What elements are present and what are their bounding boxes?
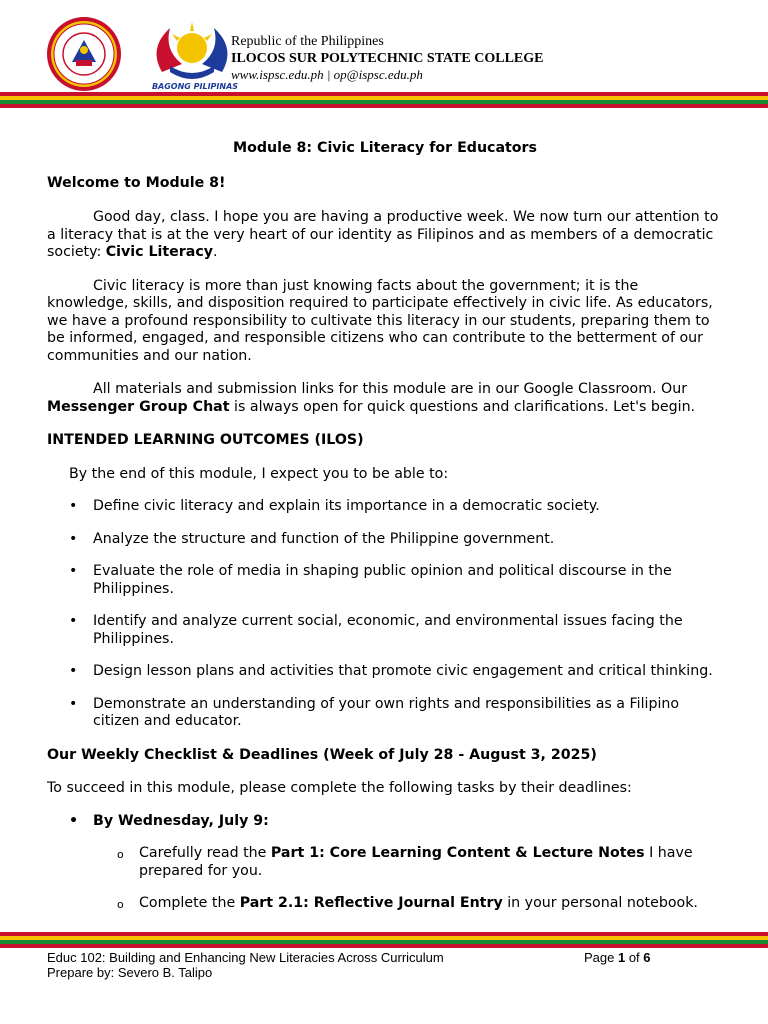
- bagong-pilipinas-text: BAGONG PILIPINAS: [151, 82, 239, 91]
- list-item: [47, 531, 723, 549]
- bullet-icon: •: [69, 695, 78, 712]
- circle-bullet-icon: o: [117, 848, 124, 861]
- ilo-text: Define civic literacy and explain its importance in a democratic society.: [93, 498, 600, 514]
- circle-bullet-icon: o: [117, 898, 124, 911]
- bullet-icon: •: [69, 530, 78, 547]
- paragraph-1: [47, 209, 723, 262]
- footer-course: Educ 102: Building and Enhancing New Literacies Across Curriculum: [47, 950, 444, 965]
- list-item: [47, 895, 723, 913]
- task-list: [47, 845, 723, 913]
- deadline-label: By Wednesday, July 9:: [93, 812, 269, 829]
- ilo-heading: INTENDED LEARNING OUTCOMES (ILOS): [47, 432, 364, 448]
- list-item: [47, 498, 723, 516]
- task-text: Complete the: [139, 895, 240, 911]
- bullet-icon: •: [69, 498, 78, 514]
- paragraph-2: Civic literacy is more than just knowing facts about the government; it is the knowledge, skills, and disposition required to participate effectively in civic life. As educators, we have a profound responsibility to cultivate this literacy in our students, preparing them to be informed, engaged, and responsible citizens who can contribute to the betterment of our communities and our nation.: [47, 277, 713, 364]
- ilo-list: [47, 498, 723, 731]
- task-bold: Part 2.1: Reflective Journal Entry: [239, 895, 503, 911]
- welcome-heading: Welcome to Module 8!: [47, 174, 226, 191]
- header-stripes: [0, 92, 768, 108]
- ilo-text: Evaluate the role of media in shaping public opinion and political discourse in the Philippines.: [93, 563, 672, 597]
- paragraph-1-end: .: [213, 244, 218, 260]
- college-seal-logo: [46, 16, 122, 92]
- footer-prepared-by: Prepare by: Severo B. Talipo: [47, 965, 213, 980]
- task-bold: Part 1: Core Learning Content & Lecture Notes: [270, 845, 645, 861]
- module-title: Module 8: Civic Literacy for Educators: [233, 140, 537, 156]
- ilo-text: Design lesson plans and activities that promote civic engagement and critical thinking.: [93, 663, 713, 679]
- page-footer: [47, 950, 723, 980]
- paragraph-1-text: Good day, class. I hope you are having a productive week. We now turn our attention to a literacy that is at the very heart of our identity as Filipinos and as members of a democratic society:: [47, 209, 719, 260]
- republic-line: Republic of the Philippines: [231, 34, 384, 49]
- ilo-text: Analyze the structure and function of the Philippine government.: [93, 530, 555, 547]
- page-total: 6: [643, 950, 651, 965]
- list-item: [47, 845, 723, 880]
- contact-line: www.ispsc.edu.ph | op@ispsc.edu.ph: [231, 67, 423, 82]
- header-text: [231, 34, 544, 83]
- bullet-icon: •: [69, 613, 78, 629]
- task-text: I have prepared for you.: [139, 845, 693, 879]
- civic-literacy-bold: Civic Literacy: [105, 244, 214, 260]
- list-item: [47, 563, 723, 598]
- list-item: [47, 696, 723, 731]
- paragraph-3-text: All materials and submission links for this module are in our Google Classroom. Our: [93, 381, 688, 397]
- ilo-text: Demonstrate an understanding of your own rights and responsibilities as a Filipino citizen and educator.: [93, 695, 680, 729]
- page-current: 1: [617, 950, 626, 965]
- paragraph-3: [47, 381, 723, 416]
- bullet-icon: •: [69, 563, 78, 579]
- task-text: Carefully read the: [139, 845, 271, 861]
- ilo-text: Identify and analyze current social, economic, and environmental issues facing the Philippines.: [93, 613, 683, 647]
- checklist-heading: Our Weekly Checklist & Deadlines (Week of July 28 - August 3, 2025): [47, 746, 597, 763]
- document-body: [47, 140, 723, 913]
- messenger-group-chat-bold: Messenger Group Chat: [47, 398, 230, 415]
- paragraph-3-end: is always open for quick questions and clarifications. Let's begin.: [229, 398, 696, 415]
- page-number: [584, 950, 651, 965]
- bullet-icon: •: [69, 663, 78, 679]
- page-of: of: [625, 950, 644, 965]
- ilo-intro: By the end of this module, I expect you to be able to:: [69, 465, 449, 482]
- checklist-list: [47, 813, 723, 831]
- college-name: ILOCOS SUR POLYTECHNIC STATE COLLEGE: [231, 51, 544, 66]
- list-item: [47, 813, 723, 831]
- list-item: [47, 663, 723, 681]
- task-text: in your personal notebook.: [502, 895, 698, 911]
- checklist-intro: To succeed in this module, please complete the following tasks by their deadlines:: [47, 780, 632, 796]
- list-item: [47, 613, 723, 648]
- page-label: Page: [584, 950, 618, 965]
- bullet-icon: •: [69, 812, 79, 829]
- footer-stripes: [0, 932, 768, 948]
